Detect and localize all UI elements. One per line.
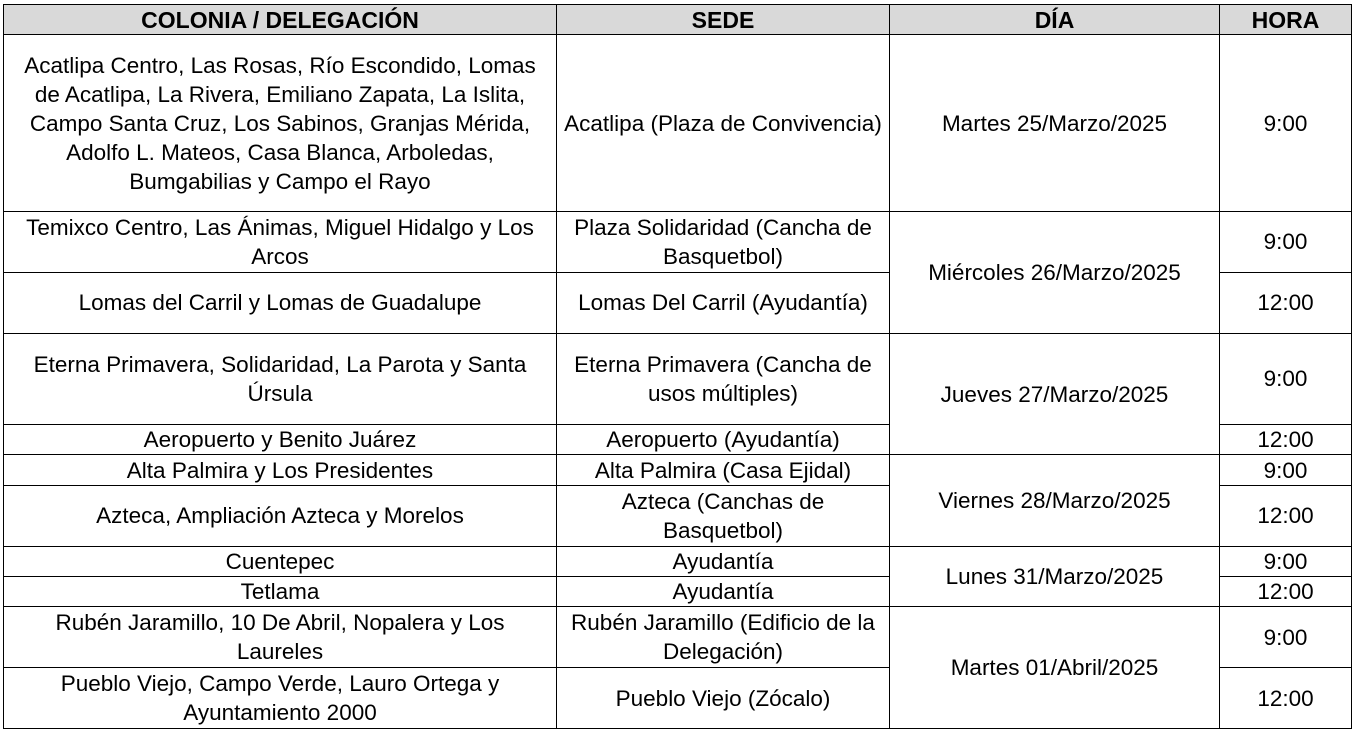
table-row bbox=[4, 212, 1352, 272]
hora-cell: 9:00 bbox=[1220, 35, 1352, 212]
colonia-cell: Lomas del Carril y Lomas de Guadalupe bbox=[4, 272, 557, 333]
sede-cell: Plaza Solidaridad (Cancha de Basquetbol) bbox=[557, 212, 890, 272]
hora-cell: 12:00 bbox=[1220, 424, 1352, 454]
sede-cell: Acatlipa (Plaza de Convivencia) bbox=[557, 35, 890, 212]
hora-cell: 12:00 bbox=[1220, 576, 1352, 606]
sede-cell: Eterna Primavera (Cancha de usos múltiples) bbox=[557, 334, 890, 425]
dia-cell: Martes 01/Abril/2025 bbox=[890, 607, 1220, 729]
table-row bbox=[4, 35, 1352, 212]
colonia-cell: Tetlama bbox=[4, 576, 557, 606]
sede-cell: Aeropuerto (Ayudantía) bbox=[557, 424, 890, 454]
table-row bbox=[4, 454, 1352, 485]
colonia-cell: Azteca, Ampliación Azteca y Morelos bbox=[4, 486, 557, 546]
hora-cell: 9:00 bbox=[1220, 334, 1352, 425]
table-row bbox=[4, 546, 1352, 576]
colonia-cell: Temixco Centro, Las Ánimas, Miguel Hidalgo y Los Arcos bbox=[4, 212, 557, 272]
sede-cell: Azteca (Canchas de Basquetbol) bbox=[557, 486, 890, 546]
dia-cell: Viernes 28/Marzo/2025 bbox=[890, 454, 1220, 546]
header-row bbox=[4, 5, 1352, 35]
colonia-cell: Acatlipa Centro, Las Rosas, Río Escondido, Lomas de Acatlipa, La Rivera, Emiliano Zapata, La Islita, Campo Santa Cruz, Los Sabinos, Granjas Mérida, Adolfo L. Mateos, Casa Blanca, Arboledas, Bumgabilias y Campo el Rayo bbox=[4, 35, 557, 212]
hora-cell: 12:00 bbox=[1220, 486, 1352, 546]
header-hora: HORA bbox=[1220, 5, 1352, 35]
colonia-cell: Pueblo Viejo, Campo Verde, Lauro Ortega y Ayuntamiento 2000 bbox=[4, 668, 557, 729]
colonia-cell: Rubén Jaramillo, 10 De Abril, Nopalera y Los Laureles bbox=[4, 607, 557, 668]
header-dia: DÍA bbox=[890, 5, 1220, 35]
sede-cell: Rubén Jaramillo (Edificio de la Delegación) bbox=[557, 607, 890, 668]
hora-cell: 9:00 bbox=[1220, 212, 1352, 272]
dia-cell: Miércoles 26/Marzo/2025 bbox=[890, 212, 1220, 334]
hora-cell: 9:00 bbox=[1220, 454, 1352, 485]
hora-cell: 12:00 bbox=[1220, 668, 1352, 729]
schedule-table bbox=[3, 4, 1352, 729]
table-row bbox=[4, 334, 1352, 425]
sede-cell: Ayudantía bbox=[557, 576, 890, 606]
sede-cell: Pueblo Viejo (Zócalo) bbox=[557, 668, 890, 729]
colonia-cell: Alta Palmira y Los Presidentes bbox=[4, 454, 557, 485]
hora-cell: 9:00 bbox=[1220, 607, 1352, 668]
sede-cell: Alta Palmira (Casa Ejidal) bbox=[557, 454, 890, 485]
sede-cell: Lomas Del Carril (Ayudantía) bbox=[557, 272, 890, 333]
dia-cell: Jueves 27/Marzo/2025 bbox=[890, 334, 1220, 455]
header-colonia: COLONIA / DELEGACIÓN bbox=[4, 5, 557, 35]
table-row bbox=[4, 607, 1352, 668]
colonia-cell: Cuentepec bbox=[4, 546, 557, 576]
colonia-cell: Eterna Primavera, Solidaridad, La Parota y Santa Úrsula bbox=[4, 334, 557, 425]
header-sede: SEDE bbox=[557, 5, 890, 35]
dia-cell: Lunes 31/Marzo/2025 bbox=[890, 546, 1220, 606]
sede-cell: Ayudantía bbox=[557, 546, 890, 576]
dia-cell: Martes 25/Marzo/2025 bbox=[890, 35, 1220, 212]
colonia-cell: Aeropuerto y Benito Juárez bbox=[4, 424, 557, 454]
hora-cell: 12:00 bbox=[1220, 272, 1352, 333]
hora-cell: 9:00 bbox=[1220, 546, 1352, 576]
